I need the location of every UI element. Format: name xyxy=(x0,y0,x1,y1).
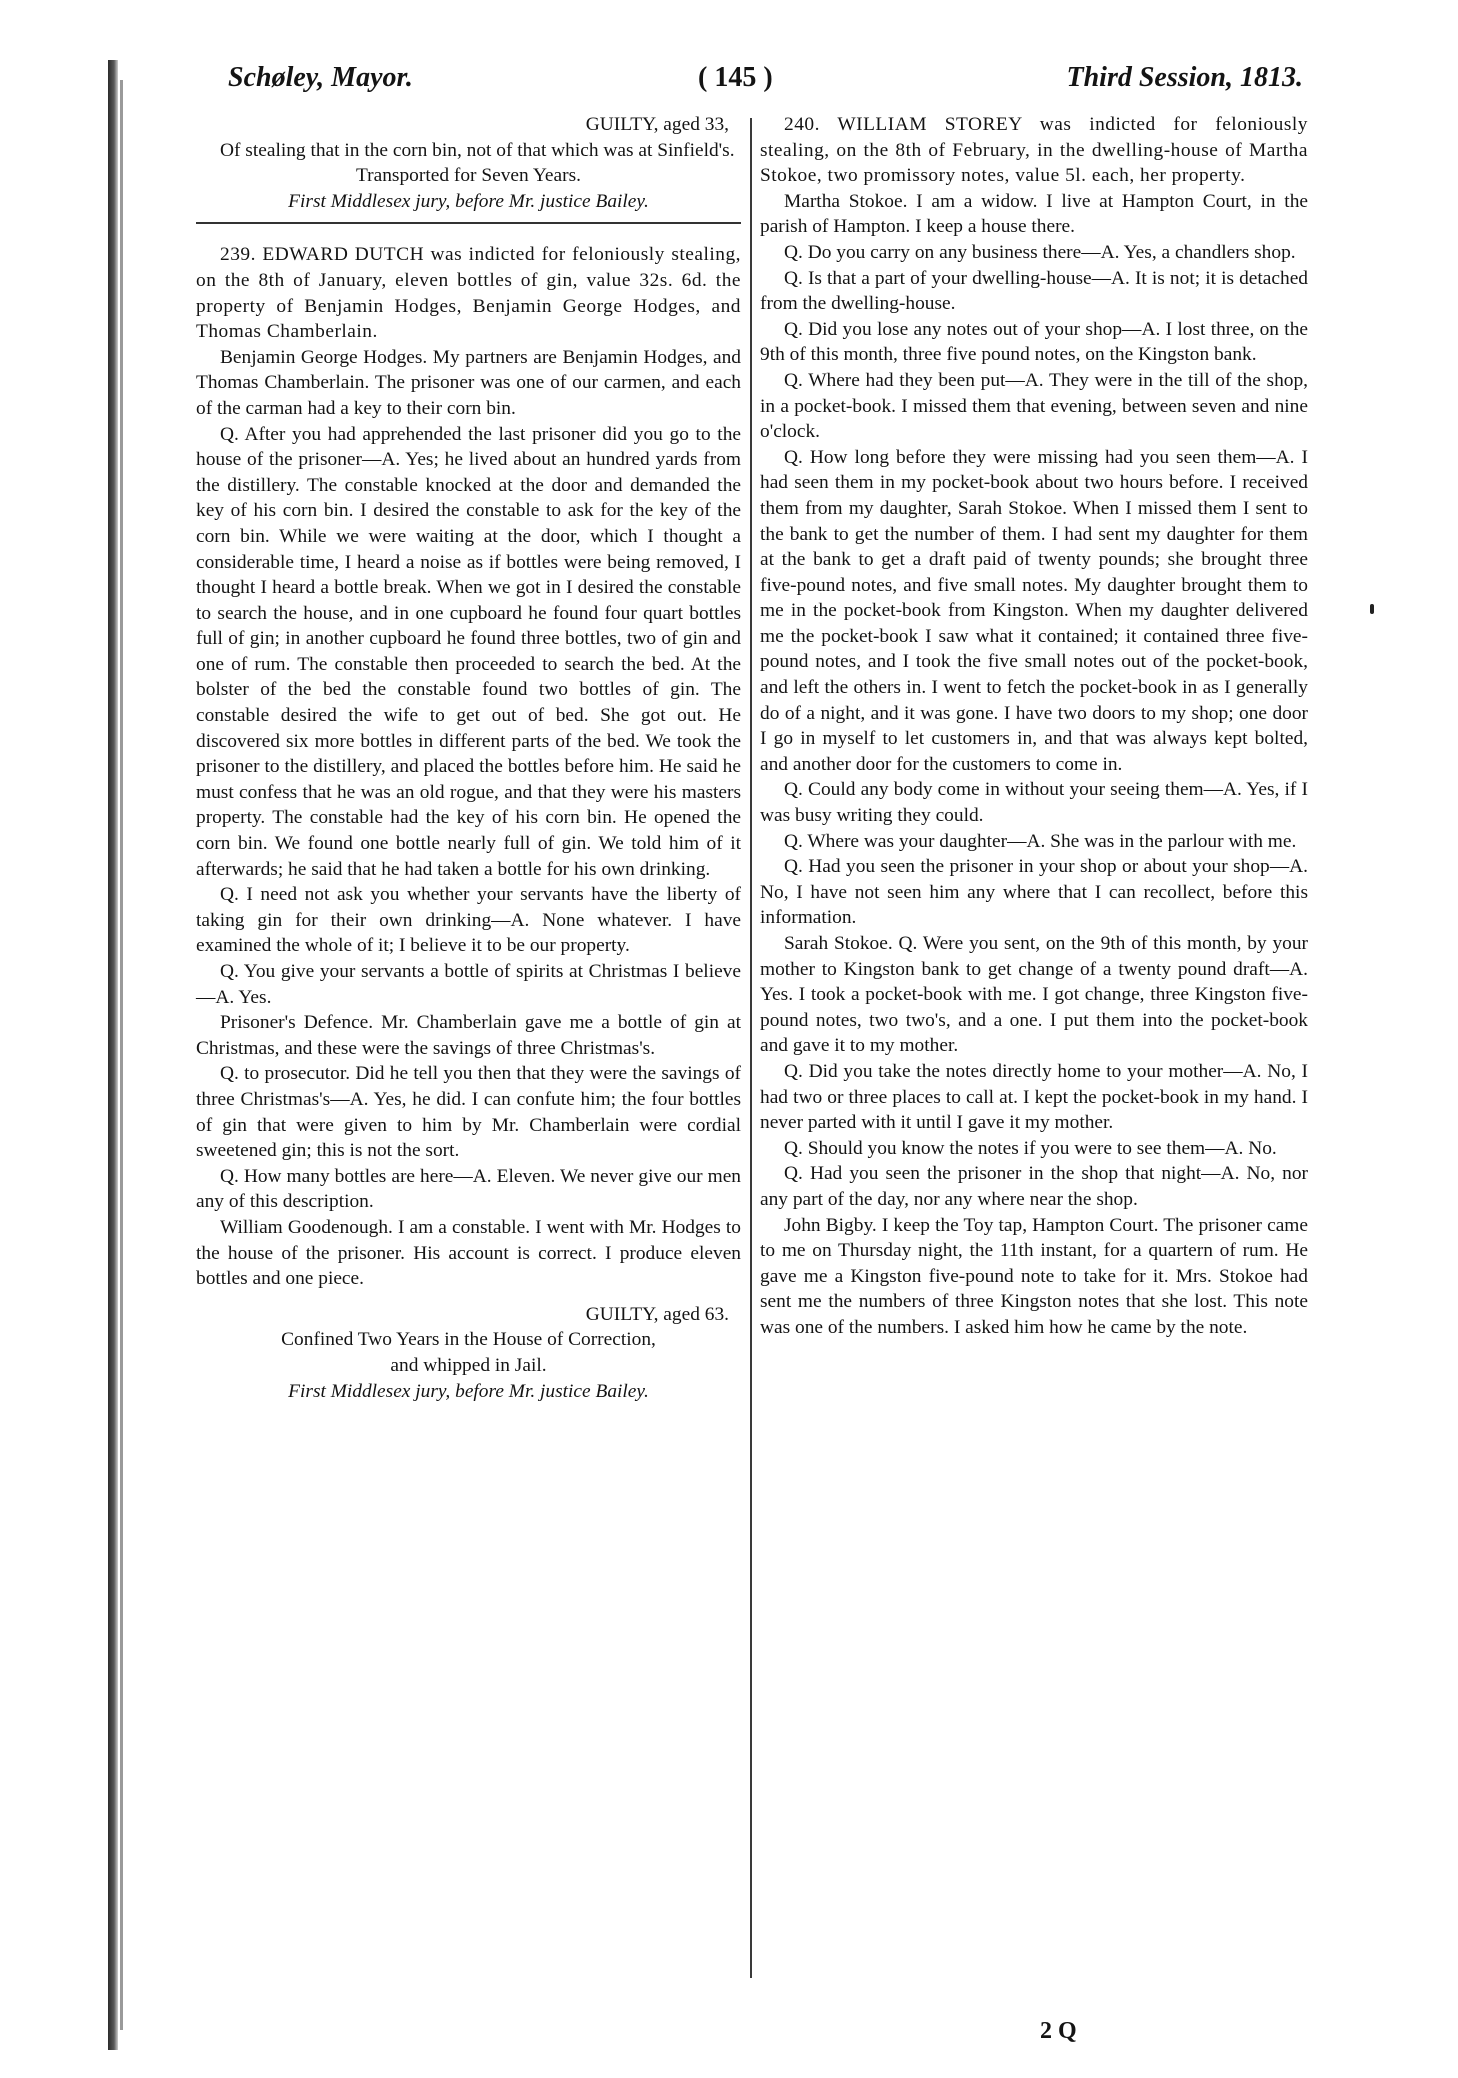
prev-sentence: Transported for Seven Years. xyxy=(356,165,581,187)
header-session: Third Session, 1813. xyxy=(1066,62,1303,93)
ink-speck xyxy=(1370,604,1374,614)
column-divider xyxy=(750,118,752,1978)
signature-mark: 2 Q xyxy=(1040,2018,1077,2044)
prev-jury: First Middlesex jury, before Mr. justice Bailey. xyxy=(288,190,649,212)
case-239-para-2: Q. After you had apprehended the last prisoner did you go to the house of the prisoner—A. Yes; he lived about an hundred yards from the distillery. The constable knocked at the door and demanded the key of his corn bin. I desired the constable to ask for the key of the corn bin. While we were waiting at the door, which I thought a considerable time, I heard a noise as if bottles were being removed, I thought I heard a bottle break. When we got in I desired the constable to search the house, and in one cupboard he found four quart bottles full of gin; in another cupboard he found three bottles, two of gin and one of rum. The constable then proceeded to search the bed. At the bolster of the bed the constable found two bottles of gin. The constable desired the wife to get out of bed. She got out. He discovered six more bottles in different parts of the bed. We took the prisoner to the distillery, and placed the bottles before him. He said he must confess that he was an old rogue, and that they were his masters property. The constable had the key of his corn bin. He opened the corn bin. We found one bottle nearly full of gin. We told him of it afterwards; he said that he had taken a bottle for his own drinking. xyxy=(196,423,741,880)
header-mayor: Schøley, Mayor. xyxy=(228,62,413,93)
case-240-para-2: Q. Do you carry on any business there—A. Yes, a chandlers shop. xyxy=(784,241,1296,263)
case-239-sentence-1: Confined Two Years in the House of Correction, xyxy=(281,1329,656,1351)
case-239-para-5: Prisoner's Defence. Mr. Chamberlain gave me a bottle of gin at Christmas, and these were the savings of three Christmas's. xyxy=(196,1012,741,1059)
running-header xyxy=(228,62,1303,102)
case-239-para-8: William Goodenough. I am a constable. I went with Mr. Hodges to the house of the prisoner. His account is correct. I produce eleven bottles and one piece. xyxy=(196,1216,741,1290)
case-240-para-6: Q. How long before they were missing had you seen them—A. I had seen them in my pocket-book about two hours before. I received them from my daughter, Sarah Stokoe. When I missed them I sent to the bank to get the number of them. I had sent my daughter for them at the bank to get a draft paid of twenty pounds; she brought three five-pound notes, and five small notes. My daughter brought them to me in the pocket-book from Kingston. When my daughter delivered me the pocket-book I saw what it contained; it contained three five-pound notes, and I took the five small notes out of the pocket-book, and left the others in. I went to fetch the pocket-book in as I generally do of a night, and it was gone. I have two doors to my shop; one door I go in myself to let customers in, and that was always kept bolted, and another door for the customers to come in. xyxy=(760,446,1308,775)
case-240-para-5: Q. Where had they been put—A. They were in the till of the shop, in a pocket-book. I missed them that evening, between seven and nine o'clock. xyxy=(760,369,1308,443)
prev-verdict: GUILTY, aged 33, xyxy=(585,114,729,135)
case-239-para-3: Q. I need not ask you whether your servants have the liberty of taking gin for their own drinking—A. None whatever. I have examined the whole of it; I believe it to be our property. xyxy=(196,884,741,957)
case-240-para-13: Q. Had you seen the prisoner in the shop that night—A. No, nor any part of the day, nor any where near the shop. xyxy=(760,1163,1308,1210)
case-240-para-7: Q. Could any body come in without your seeing them—A. Yes, if I was busy writing they could. xyxy=(760,779,1308,827)
case-239-para-1: Benjamin George Hodges. My partners are Benjamin Hodges, and Thomas Chamberlain. The prisoner was one of our carmen, and each of the carman had a key to their corn bin. xyxy=(196,346,741,419)
case-239-para-4: Q. You give your servants a bottle of spirits at Christmas I believe—A. Yes. xyxy=(196,961,741,1008)
case-240-para-1: Martha Stokoe. I am a widow. I live at Hampton Court, in the parish of Hampton. I keep a house there. xyxy=(760,190,1308,238)
case-239-intro: 239. EDWARD DUTCH was indicted for feloniously stealing, on the 8th of January, eleven bottles of gin, value 32s. 6d. the property of Benjamin Hodges, Benjamin George Hodges, and Thomas Chamberlain. xyxy=(196,244,741,343)
case-240-para-3: Q. Is that a part of your dwelling-house—A. It is not; it is detached from the dwelling-house. xyxy=(760,267,1308,315)
case-239-sentence-2: and whipped in Jail. xyxy=(390,1354,547,1376)
prev-verdict-note: Of stealing that in the corn bin, not of that which was at Sinfield's. xyxy=(220,139,735,161)
case-240-para-9: Q. Had you seen the prisoner in your shop or about your shop—A. No, I have not seen him any where that I can recollect, before this information. xyxy=(760,856,1308,929)
case-239-verdict: GUILTY, aged 63. xyxy=(585,1303,729,1325)
case-239-para-6: Q. to prosecutor. Did he tell you then that they were the savings of three Christmas's—A. Yes, he did. I can confute him; the four bottles of gin that were given to him by Mr. Chamberlain were cordial sweetened gin; this is not the sort. xyxy=(196,1063,741,1162)
case-240-para-8: Q. Where was your daughter—A. She was in the parlour with me. xyxy=(784,830,1297,852)
case-240-para-12: Q. Should you know the notes if you were to see them—A. No. xyxy=(784,1137,1277,1159)
page-number: ( 145 ) xyxy=(698,62,773,93)
case-240-intro: 240. WILLIAM STOREY was indicted for feloniously stealing, on the 8th of February, in the dwelling-house of Martha Stokoe, two promissory notes, value 5l. each, her property. xyxy=(760,114,1308,187)
case-240-para-11: Q. Did you take the notes directly home to your mother—A. No, I had two or three places to call at. I kept the pocket-book in my hand. I never parted with it until I gave it my mother. xyxy=(760,1060,1308,1134)
case-240-para-14: John Bigby. I keep the Toy tap, Hampton Court. The prisoner came to me on Thursday night, the 11th instant, for a quartern of rum. He gave me a Kingston five-pound note to take for it. Mrs. Stokoe had sent me the numbers of three Kingston notes that she lost. This note was one of the numbers. I asked him how he came by the note. xyxy=(760,1214,1308,1338)
right-column xyxy=(760,112,1308,1341)
case-240-para-4: Q. Did you lose any notes out of your shop—A. I lost three, on the 9th of this month, three five pound notes, on the Kingston bank. xyxy=(760,318,1308,366)
case-239-para-7: Q. How many bottles are here—A. Eleven. We never give our men any of this description. xyxy=(196,1165,741,1213)
case-separator xyxy=(196,222,741,224)
case-240-para-10: Sarah Stokoe. Q. Were you sent, on the 9th of this month, by your mother to Kingston bank to get change of a twenty pound draft—A. Yes. I took a pocket-book with me. I got change, three Kingston five-pound notes, two two's, and a one. I put them into the pocket-book and gave it to my mother. xyxy=(760,933,1308,1057)
binding-shadow xyxy=(108,60,118,2050)
case-239-jury: First Middlesex jury, before Mr. justice Bailey. xyxy=(288,1380,649,1402)
binding-edge xyxy=(120,80,123,2030)
left-column xyxy=(196,112,741,1404)
